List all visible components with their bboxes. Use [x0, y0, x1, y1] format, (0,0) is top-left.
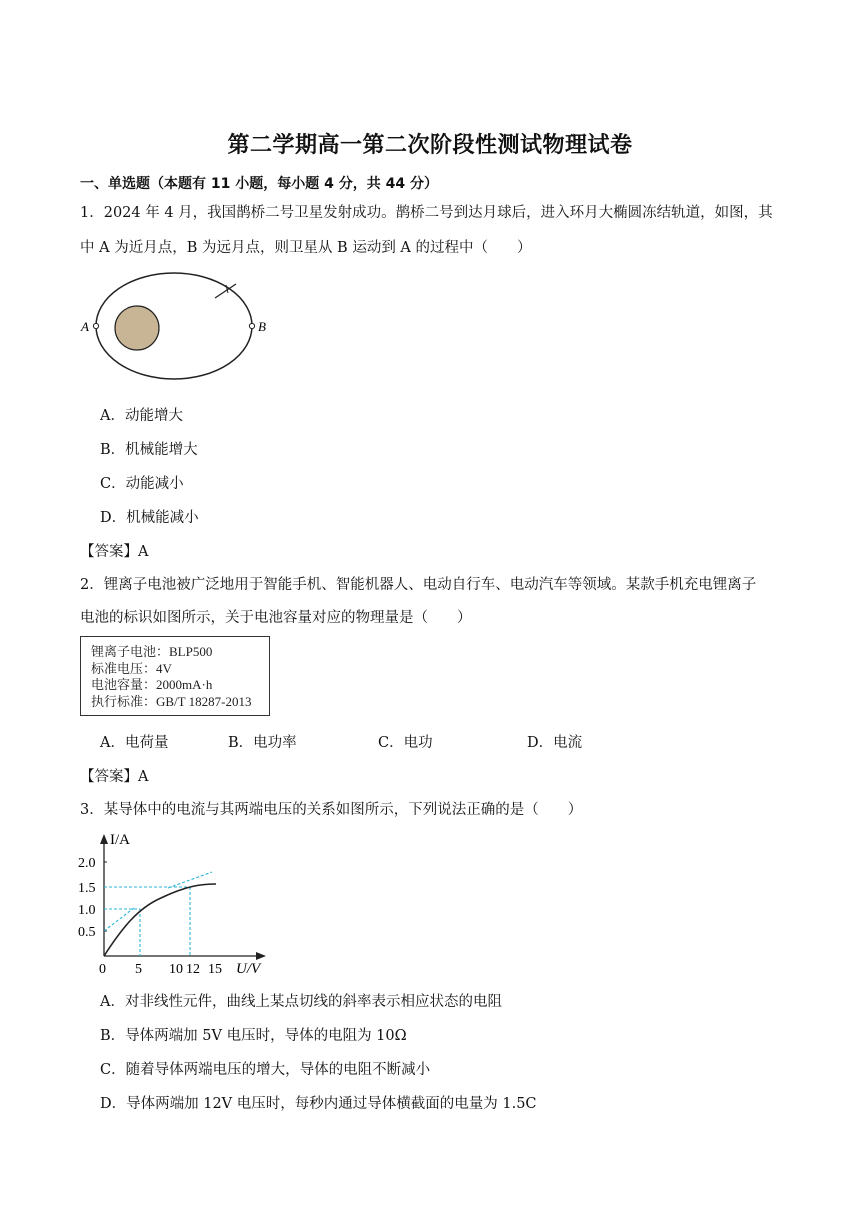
q3-option-c: C．随着导体两端电压的增大，导体的电阻不断减小: [100, 1062, 431, 1078]
iu-curve: [104, 884, 216, 956]
tangent-at-5: [104, 908, 134, 931]
x-axis-arrow: [256, 952, 266, 960]
x-tick-label: 5: [135, 962, 142, 976]
battery-label-line: 锂离子电池：BLP500: [91, 644, 213, 659]
q1-option-c: C．动能减小: [100, 476, 184, 492]
battery-label-line: 执行标准：GB/T 18287-2013: [91, 693, 252, 709]
q2-option-a: A．电荷量: [100, 735, 169, 751]
q2-option-d: D．电流: [527, 735, 583, 751]
q1-option-b: B．机械能增大: [100, 442, 198, 458]
y-tick-label: 1.0: [78, 903, 96, 918]
battery-label-line: 电池容量：2000mA·h: [91, 677, 213, 692]
q3-stem-line-1: 3．某导体中的电流与其两端电压的关系如图所示，下列说法正确的是（ ）: [80, 802, 583, 818]
q1-answer: 【答案】A: [80, 544, 149, 560]
q3-option-b: B．导体两端加 5V 电压时，导体的电阻为 10Ω: [100, 1028, 407, 1044]
tangent-at-12: [168, 872, 212, 888]
x-axis-label: U/V: [236, 961, 261, 976]
battery-label-box: [80, 636, 270, 716]
y-axis-label: I/A: [110, 832, 130, 848]
q1-stem-line-2: 中 A 为近月点，B 为远月点，则卫星从 B 运动到 A 的过程中（ ）: [80, 240, 532, 256]
q1-option-d: D．机械能减小: [100, 510, 199, 526]
q3-option-d: D．导体两端加 12V 电压时，每秒内通过导体横截面的电量为 1.5C: [100, 1096, 537, 1112]
point-b-label: B: [258, 319, 266, 334]
x-tick-label: 12: [186, 962, 200, 976]
point-a-label: A: [81, 319, 89, 334]
q1-stem-line-1: 1．2024 年 4 月，我国鹊桥二号卫星发射成功。鹊桥二号到达月球后，进入环月大椭圆冻结轨道，如图，其: [80, 205, 773, 221]
x-tick-label: 0: [99, 962, 106, 976]
iu-graph: [76, 828, 276, 976]
q2-option-b: B．电功率: [228, 735, 297, 751]
orbit-diagram: [76, 270, 276, 388]
x-tick-label: 15: [208, 962, 222, 976]
q2-option-c: C．电功: [378, 735, 433, 751]
y-axis-arrow: [100, 834, 108, 844]
q2-stem-line-2: 电池的标识如图所示，关于电池容量对应的物理量是（ ）: [80, 610, 472, 626]
y-tick-label: 0.5: [78, 925, 96, 940]
y-tick-label: 2.0: [78, 856, 96, 871]
point-a-marker: [93, 323, 98, 328]
x-tick-label: 10: [169, 962, 183, 976]
q3-option-a: A．对非线性元件，曲线上某点切线的斜率表示相应状态的电阻: [100, 994, 502, 1010]
moon-circle: [115, 306, 159, 350]
guide-lines: [104, 872, 212, 956]
battery-label-line: 标准电压：4V: [91, 660, 172, 676]
q2-stem-line-1: 2．锂离子电池被广泛地用于智能手机、智能机器人、电动自行车、电动汽车等领域。某款手机充电锂离子: [80, 577, 757, 593]
q2-answer: 【答案】A: [80, 769, 149, 785]
section-heading: 一、单选题（本题有 11 小题，每小题 4 分，共 44 分）: [80, 176, 438, 192]
q1-option-a: A．动能增大: [100, 408, 183, 424]
y-tick-label: 1.5: [78, 881, 96, 896]
point-b-marker: [249, 323, 254, 328]
page-title: 第二学期高一第二次阶段性测试物理试卷: [227, 133, 633, 158]
